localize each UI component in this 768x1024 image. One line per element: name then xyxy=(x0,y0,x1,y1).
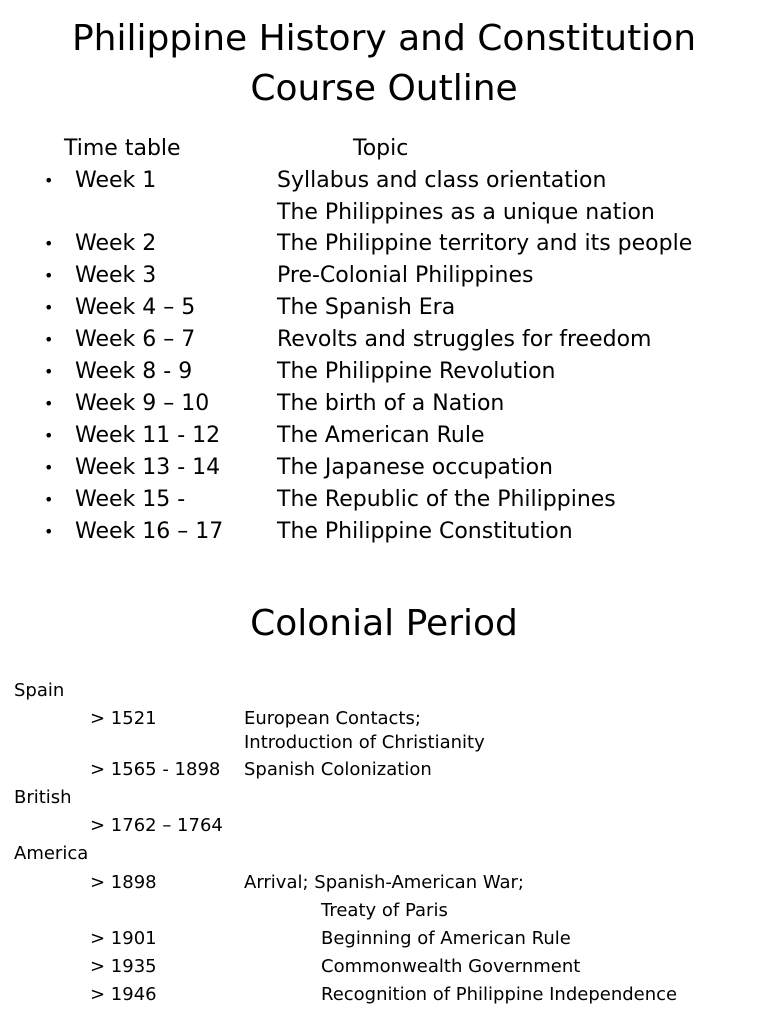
bullet-icon: • xyxy=(44,171,54,190)
week-label: Week 15 - xyxy=(75,487,186,512)
outline-row xyxy=(0,260,768,292)
year-label: > 1946 xyxy=(90,984,157,1005)
outline-row xyxy=(0,324,768,356)
bullet-icon: • xyxy=(44,362,54,381)
year-label: > 1935 xyxy=(90,956,157,977)
page-title: Philippine History and Constitution xyxy=(71,18,697,59)
bullet-icon: • xyxy=(44,490,54,509)
week-label: Week 4 – 5 xyxy=(75,295,196,320)
outline-row xyxy=(0,228,768,260)
week-label: Week 16 – 17 xyxy=(75,519,224,544)
bullet-icon: • xyxy=(44,426,54,445)
page-subtitle: Course Outline xyxy=(250,68,518,109)
outline-row xyxy=(0,165,768,197)
event-label: Treaty of Paris xyxy=(321,900,448,921)
topic-label: The Philippine territory and its people xyxy=(277,231,693,256)
topic-label: The Republic of the Philippines xyxy=(277,487,616,512)
outline-row xyxy=(0,484,768,516)
week-label: Week 9 – 10 xyxy=(75,391,210,416)
topic-label: Revolts and struggles for freedom xyxy=(277,327,652,352)
outline-row xyxy=(0,388,768,420)
bullet-icon: • xyxy=(44,330,54,349)
bullet-icon: • xyxy=(44,298,54,317)
week-label: Week 3 xyxy=(75,263,157,288)
year-label: > 1565 - 1898 xyxy=(90,759,221,780)
outline-row xyxy=(0,452,768,484)
topic-label: The Philippine Constitution xyxy=(277,519,573,544)
outline-row xyxy=(0,356,768,388)
week-label: Week 6 – 7 xyxy=(75,327,196,352)
country-label-british: British xyxy=(14,787,72,808)
bullet-icon: • xyxy=(44,394,54,413)
week-label: Week 8 - 9 xyxy=(75,359,193,384)
event-label: Spanish Colonization xyxy=(244,759,432,780)
country-label-america: America xyxy=(14,843,89,864)
country-label-spain: Spain xyxy=(14,680,65,701)
bullet-icon: • xyxy=(44,458,54,477)
week-label: Week 13 - 14 xyxy=(75,455,221,480)
year-label: > 1762 – 1764 xyxy=(90,815,223,836)
outline-row xyxy=(0,420,768,452)
topic-label: The American Rule xyxy=(277,423,485,448)
bullet-icon: • xyxy=(44,266,54,285)
column-header-topic: Topic xyxy=(353,136,409,161)
event-label: European Contacts; xyxy=(244,708,421,729)
topic-label: The birth of a Nation xyxy=(277,391,505,416)
topic-label: Pre-Colonial Philippines xyxy=(277,263,534,288)
event-label: Recognition of Philippine Independence xyxy=(321,984,678,1005)
week-label: Week 11 - 12 xyxy=(75,423,221,448)
event-label: Introduction of Christianity xyxy=(244,732,485,753)
event-label: Commonwealth Government xyxy=(321,956,581,977)
week-label: Week 2 xyxy=(75,231,157,256)
bullet-icon: • xyxy=(44,234,54,253)
year-label: > 1521 xyxy=(90,708,157,729)
topic-label: The Philippine Revolution xyxy=(277,359,556,384)
topic-label: Syllabus and class orientation xyxy=(277,168,607,193)
topic-label: The Japanese occupation xyxy=(277,455,553,480)
outline-row xyxy=(0,197,768,229)
section-title: Colonial Period xyxy=(250,603,518,644)
year-label: > 1901 xyxy=(90,928,157,949)
event-label: Beginning of American Rule xyxy=(321,928,571,949)
topic-label: The Spanish Era xyxy=(277,295,456,320)
outline-row xyxy=(0,516,768,548)
bullet-icon: • xyxy=(44,522,54,541)
outline-row xyxy=(0,292,768,324)
week-label: Week 1 xyxy=(75,168,157,193)
topic-label: The Philippines as a unique nation xyxy=(277,200,655,225)
column-header-time-table: Time table xyxy=(64,136,181,161)
year-label: > 1898 xyxy=(90,872,157,893)
event-label: Arrival; Spanish-American War; xyxy=(244,872,524,893)
